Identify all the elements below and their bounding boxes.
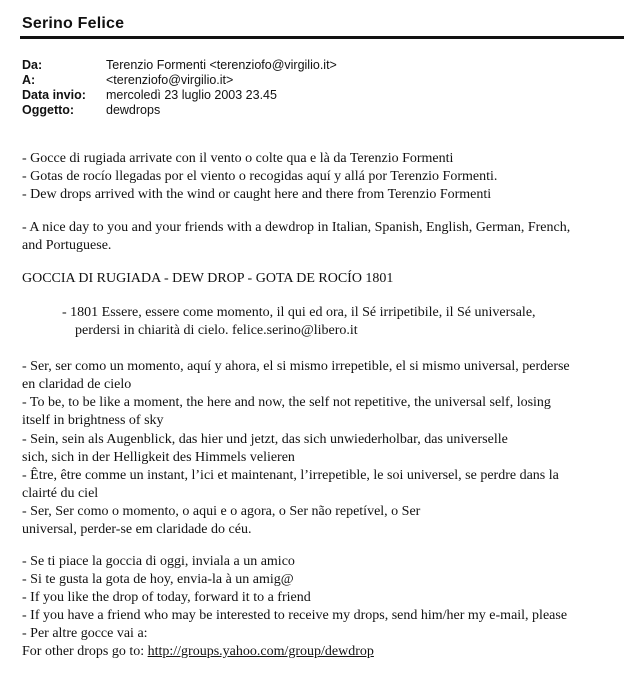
other-drops-label: For other drops go to:: [22, 644, 148, 659]
footer-line-other-drops-it: - Per altre gocce vai a:: [22, 626, 148, 641]
translation-portuguese-1: - Ser, Ser como o momento, o aqui e o agora, o Ser não repetível, o Ser: [22, 504, 421, 519]
from-value: Terenzio Formenti <terenziofo@virgilio.it>: [106, 58, 337, 72]
to-label: A:: [22, 73, 36, 87]
poem-italian-line-1: - 1801 Essere, essere come momento, il qui ed ora, il Sé irripetibile, il Sé universale,: [62, 305, 536, 320]
header-divider: [20, 36, 624, 39]
subject-label: Oggetto:: [22, 103, 75, 117]
intro-line-spanish: - Gotas de rocío llegadas por el viento o recogidas aquí y allá por Terenzio Formenti.: [22, 169, 498, 184]
footer-line-spanish: - Si te gusta la gota de hoy, envia-la à un amig@: [22, 572, 294, 587]
translation-english-2: itself in brightness of sky: [22, 413, 164, 428]
footer-line-friend: - If you have a friend who may be interested to receive my drops, send him/her my e-mail, please: [22, 608, 568, 623]
translation-german-2: sich, sich in der Helligkeit des Himmels velieren: [22, 450, 295, 465]
other-drops-row: [22, 643, 374, 661]
greeting-line-1: - A nice day to you and your friends with a dewdrop in Italian, Spanish, English, German, French,: [22, 220, 571, 235]
other-drops-link[interactable]: http://groups.yahoo.com/group/dewdrop: [147, 644, 374, 659]
translation-english-1: - To be, to be like a moment, the here and now, the self not repetitive, the universal self, losing: [22, 395, 551, 410]
date-value: mercoledì 23 luglio 2003 23.45: [106, 88, 277, 102]
subject-value: dewdrops: [106, 103, 161, 117]
date-label: Data invio:: [22, 88, 86, 102]
intro-line-italian: - Gocce di rugiada arrivate con il vento o colte qua e là da Terenzio Formenti: [22, 151, 454, 166]
from-label: Da:: [22, 58, 43, 72]
translation-german-1: - Sein, sein als Augenblick, das hier und jetzt, das sich unwiederholbar, das universelle: [22, 432, 508, 447]
translation-portuguese-2: universal, perder-se em claridade do céu.: [22, 522, 252, 537]
translation-french-2: clairté du ciel: [22, 486, 99, 501]
translation-spanish-2: en claridad de cielo: [22, 377, 132, 392]
greeting-line-2: and Portuguese.: [22, 238, 112, 253]
drop-title: GOCCIA DI RUGIADA - DEW DROP - GOTA DE ROCÍO 1801: [22, 271, 394, 286]
sender-name: Serino Felice: [22, 15, 125, 32]
intro-line-english: - Dew drops arrived with the wind or caught here and there from Terenzio Formenti: [22, 187, 492, 202]
translation-french-1: - Être, être comme un instant, l’ici et maintenant, l’irrepetible, le soi universel, se perdre dans la: [22, 468, 559, 483]
footer-line-english: - If you like the drop of today, forward it to a friend: [22, 590, 311, 605]
to-value: <terenziofo@virgilio.it>: [106, 73, 234, 87]
translation-spanish-1: - Ser, ser como un momento, aquí y ahora, el si mismo irrepetible, el si mismo universal, perderse: [22, 359, 570, 374]
footer-line-italian: - Se ti piace la goccia di oggi, inviala a un amico: [22, 554, 295, 569]
poem-italian-line-2: perdersi in chiarità di cielo. felice.serino@libero.it: [75, 323, 358, 338]
